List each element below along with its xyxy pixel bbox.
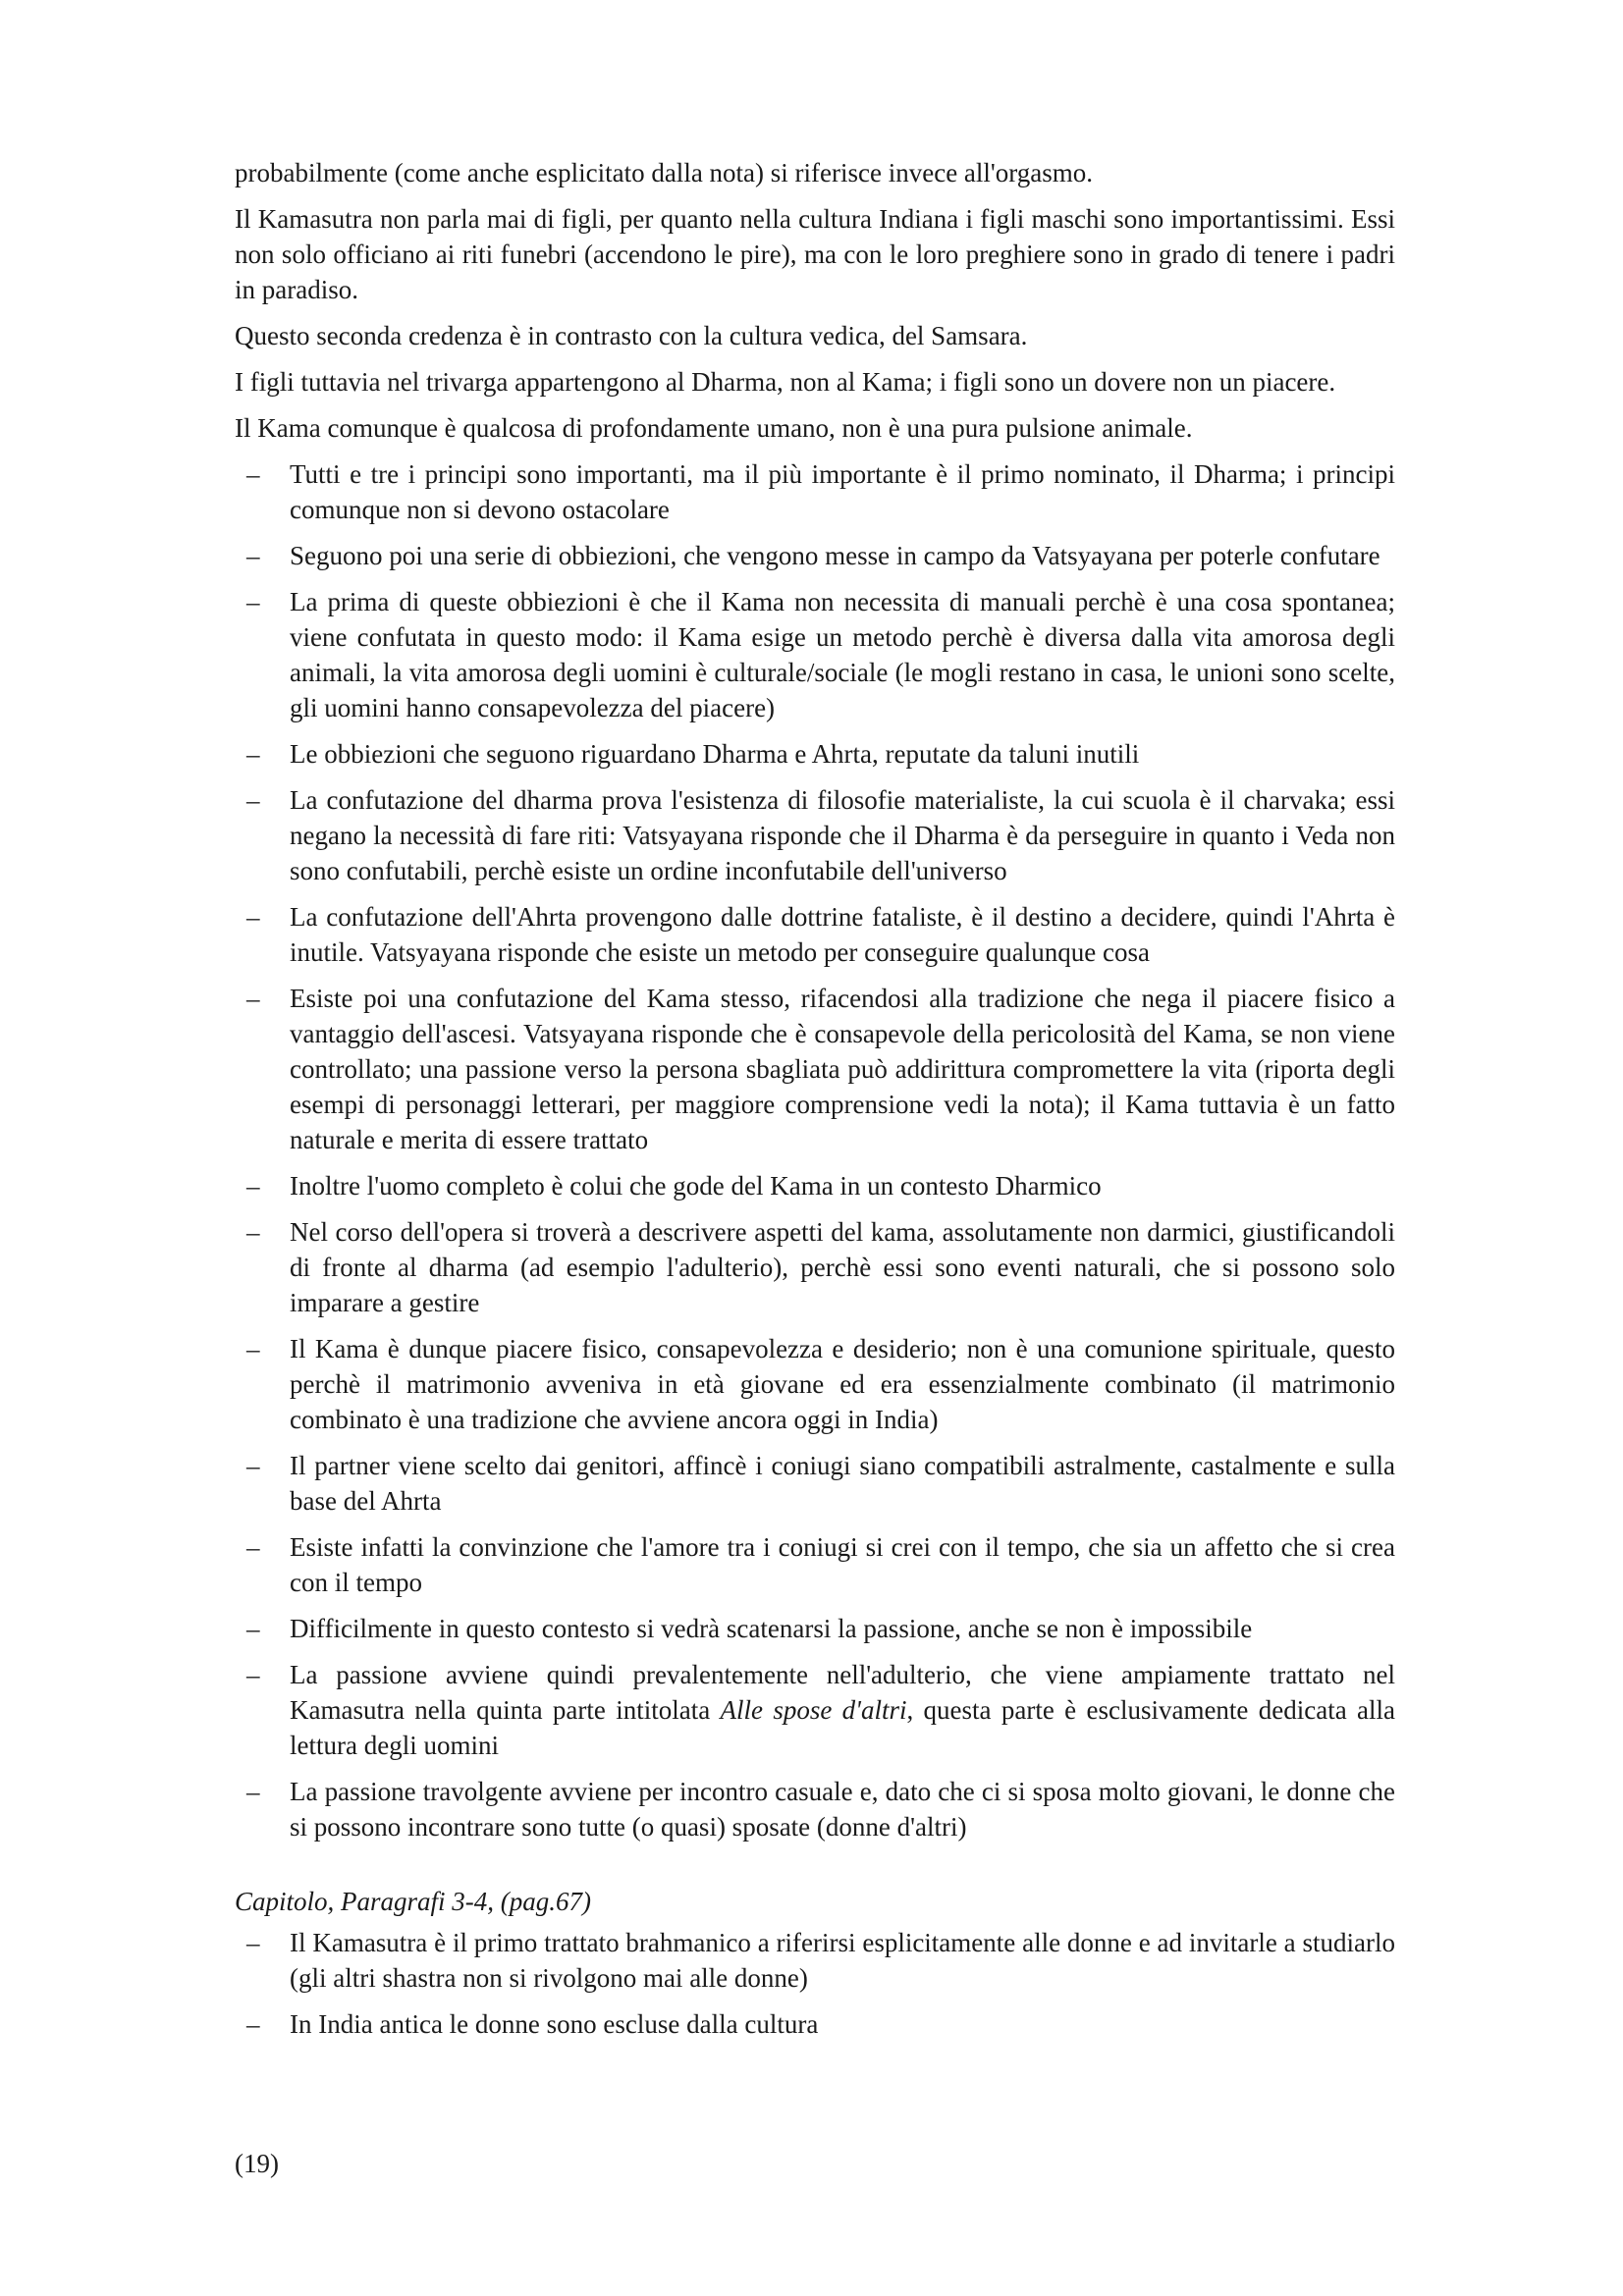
list-item <box>235 899 1395 970</box>
list-item-text: La confutazione dell'Ahrta provengono dalle dottrine fataliste, è il destino a decidere, quindi l'Ahrta è inutile. Vatsyayana risponde che esiste un metodo per conseguire qualunque cosa <box>290 902 1395 967</box>
paragraph: probabilmente (come anche esplicitato dalla nota) si riferisce invece all'orgasmo. <box>235 158 1094 187</box>
list-item-text: Il partner viene scelto dai genitori, affincè i coniugi siano compatibili astralmente, castalmente e sulla base del Ahrta <box>290 1451 1395 1516</box>
dash-bullet-icon: – <box>246 739 260 769</box>
dash-bullet-icon: – <box>246 1660 260 1689</box>
bullet-list-section2 <box>235 1925 1395 2042</box>
book-part-title: Alle spose d'altri <box>720 1695 907 1725</box>
dash-bullet-icon: – <box>246 1928 260 1957</box>
list-item-text: Nel corso dell'opera si troverà a descrivere aspetti del kama, assolutamente non darmici, giustificandoli di fronte al dharma (ad esempio l'adulterio), perchè essi sono eventi naturali, che si possono solo imparare a gestire <box>290 1217 1395 1317</box>
list-item-text: Difficilmente in questo contesto si vedrà scatenarsi la passione, anche se non è impossibile <box>290 1614 1253 1643</box>
list-item-text-after: , questa parte è esclusivamente dedicata alla lettura degli uomini <box>290 1695 1395 1760</box>
list-item-text: Seguono poi una serie di obbiezioni, che vengono messe in campo da Vatsyayana per poterle confutare <box>290 541 1380 570</box>
list-item <box>235 1925 1395 1996</box>
dash-bullet-icon: – <box>246 1171 260 1201</box>
list-item <box>235 1331 1395 1437</box>
paragraph: Il Kamasutra non parla mai di figli, per quanto nella cultura Indiana i figli maschi sono importantissimi. Essi non solo officiano ai riti funebri (accendono le pire), ma con le loro preghiere sono in grado di tenere i padri in paradiso. <box>235 204 1395 304</box>
dash-bullet-icon: – <box>246 1334 260 1363</box>
dash-bullet-icon: – <box>246 785 260 815</box>
list-item-text: Il Kamasutra è il primo trattato brahmanico a riferirsi esplicitamente alle donne e ad invitarle a studiarlo (gli altri shastra non si rivolgono mai alle donne) <box>290 1928 1395 1993</box>
paragraph: Questo seconda credenza è in contrasto con la cultura vedica, del Samsara. <box>235 321 1028 350</box>
list-item <box>235 981 1395 1157</box>
dash-bullet-icon: – <box>246 1777 260 1806</box>
page-number: (19) <box>235 2149 279 2178</box>
list-item-text: In India antica le donne sono escluse dalla cultura <box>290 2009 819 2039</box>
paragraph: I figli tuttavia nel trivarga appartengono al Dharma, non al Kama; i figli sono un dovere non un piacere. <box>235 367 1336 397</box>
list-item-text: Esiste infatti la convinzione che l'amore tra i coniugi si crei con il tempo, che sia un affetto che si crea con il tempo <box>290 1532 1395 1597</box>
list-item <box>235 736 1395 772</box>
dash-bullet-icon: – <box>246 2009 260 2039</box>
list-item <box>235 538 1395 573</box>
list-item <box>235 1774 1395 1844</box>
list-item-text-before: La passione avviene quindi prevalentemente nell'adulterio, che viene ampiamente trattato nel Kamasutra nella quinta parte intitolata <box>290 1660 1395 1725</box>
section-heading: Capitolo, Paragrafi 3-4, (pag.67) <box>235 1887 591 1916</box>
list-item <box>235 1657 1395 1763</box>
list-item-text: Esiste poi una confutazione del Kama stesso, rifacendosi alla tradizione che nega il piacere fisico a vantaggio dell'ascesi. Vatsyayana risponde che è consapevole della pericolosità del Kama, se non viene controllato; una passione verso la persona sbagliata può addirittura compromettere la vita (riporta degli esempi di personaggi letterari, per maggiore comprensione vedi la nota); il Kama tuttavia è un fatto naturale e merita di essere trattato <box>290 984 1395 1154</box>
list-item <box>235 456 1395 527</box>
list-item-text: La prima di queste obbiezioni è che il Kama non necessita di manuali perchè è una cosa spontanea; viene confutata in questo modo: il Kama esige un metodo perchè è diversa dalla vita amorosa degli animali, la vita amorosa degli uomini è culturale/sociale (le mogli restano in casa, le unioni sono scelte, gli uomini hanno consapevolezza del piacere) <box>290 587 1395 722</box>
document-page <box>235 155 1395 2053</box>
list-item <box>235 1611 1395 1646</box>
list-item <box>235 1448 1395 1519</box>
dash-bullet-icon: – <box>246 984 260 1013</box>
list-item <box>235 2006 1395 2042</box>
list-item-text <box>290 1660 1395 1760</box>
dash-bullet-icon: – <box>246 541 260 570</box>
list-item <box>235 1214 1395 1320</box>
dash-bullet-icon: – <box>246 902 260 932</box>
list-item <box>235 1168 1395 1203</box>
dash-bullet-icon: – <box>246 459 260 489</box>
paragraph: Il Kama comunque è qualcosa di profondamente umano, non è una pura pulsione animale. <box>235 413 1193 443</box>
dash-bullet-icon: – <box>246 1614 260 1643</box>
dash-bullet-icon: – <box>246 1532 260 1562</box>
dash-bullet-icon: – <box>246 1451 260 1480</box>
list-item-text: Il Kama è dunque piacere fisico, consapevolezza e desiderio; non è una comunione spirituale, questo perchè il matrimonio avveniva in età giovane ed era essenzialmente combinato (il matrimonio combinato è una tradizione che avviene ancora oggi in India) <box>290 1334 1395 1434</box>
list-item-text: Le obbiezioni che seguono riguardano Dharma e Ahrta, reputate da taluni inutili <box>290 739 1140 769</box>
dash-bullet-icon: – <box>246 1217 260 1247</box>
list-item-text: La passione travolgente avviene per incontro casuale e, dato che ci si sposa molto giovani, le donne che si possono incontrare sono tutte (o quasi) sposate (donne d'altri) <box>290 1777 1395 1842</box>
bullet-list-section1 <box>235 456 1395 1844</box>
list-item <box>235 782 1395 888</box>
dash-bullet-icon: – <box>246 587 260 616</box>
list-item <box>235 1529 1395 1600</box>
list-item <box>235 584 1395 725</box>
list-item-text: Tutti e tre i principi sono importanti, ma il più importante è il primo nominato, il Dharma; i principi comunque non si devono ostacolare <box>290 459 1395 524</box>
list-item-text: La confutazione del dharma prova l'esistenza di filosofie materialiste, la cui scuola è il charvaka; essi negano la necessità di fare riti: Vatsyayana risponde che il Dharma è da perseguire in quanto i Veda non sono confutabili, perchè esiste un ordine inconfutabile dell'universo <box>290 785 1395 885</box>
list-item-text: Inoltre l'uomo completo è colui che gode del Kama in un contesto Dharmico <box>290 1171 1102 1201</box>
